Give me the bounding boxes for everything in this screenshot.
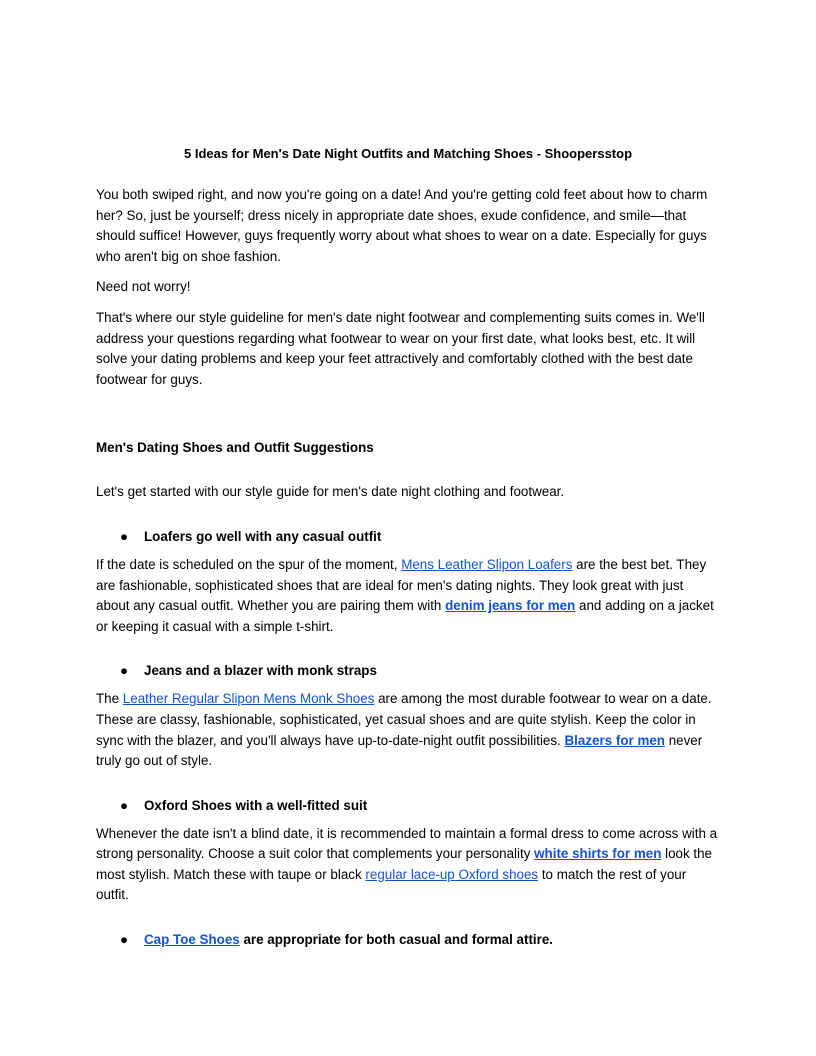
document-body xyxy=(96,145,720,958)
oxford-shoes-link[interactable]: regular lace-up Oxford shoes xyxy=(365,866,539,882)
cap-toe-shoes-link[interactable]: Cap Toe Shoes xyxy=(144,932,240,948)
monk-straps-paragraph xyxy=(96,689,720,771)
oxford-paragraph xyxy=(96,824,720,906)
text-run: and adding on a jacket or keeping it casual with a simple t-shirt. xyxy=(96,598,714,634)
text-run: The xyxy=(96,691,123,707)
cap-toe-heading xyxy=(144,930,553,950)
text-run: Whenever the date isn't a blind date, it is recommended to maintain a formal dress to come across with a strong personality. Choose a suit color that complements your personality xyxy=(96,825,718,862)
bullet-icon: ● xyxy=(120,663,129,679)
text-run: never truly go out of style. xyxy=(96,732,703,769)
monk-straps-heading: Jeans and a blazer with monk straps xyxy=(144,663,377,679)
intro-paragraph-3: That's where our style guideline for men's date night footwear and complementing suits comes in. We'll address your questions regarding what footwear to wear on your first date, what looks best, etc. It will solve your dating problems and keep your feet attractively and comfortably clothed with the best date footwear for guys. xyxy=(96,309,705,387)
loafers-heading: Loafers go well with any casual outfit xyxy=(144,528,382,544)
text-run: are appropriate for both casual and formal attire. xyxy=(239,932,554,948)
blazers-for-men-link[interactable]: Blazers for men xyxy=(564,732,665,748)
list-item-heading xyxy=(96,661,720,681)
bullet-icon: ● xyxy=(120,797,129,813)
monk-shoes-link[interactable]: Leather Regular Slipon Mens Monk Shoes xyxy=(122,691,375,707)
text-run: look the most stylish. Match these with taupe or black xyxy=(96,846,712,882)
section-heading: Men's Dating Shoes and Outfit Suggestions xyxy=(96,440,374,456)
text-run: If the date is scheduled on the spur of the moment, xyxy=(96,556,402,572)
bullet-icon: ● xyxy=(120,932,129,948)
text-run: are among the most durable footwear to wear on a date. These are classy, fashionable, sophisticated, yet casual shoes and are quite stylish. Keep the color in sync with the blazer, and you'll always have up-to-date-night outfit possibilities. xyxy=(96,691,712,748)
list-item-heading xyxy=(96,527,720,547)
intro-paragraph-2: Need not worry! xyxy=(96,279,191,295)
bullet-icon: ● xyxy=(120,528,129,544)
intro-paragraph-1: You both swiped right, and now you're going on a date! And you're getting cold feet about how to charm her? So, just be yourself; dress nicely in appropriate date shoes, exude confidence, and smile—that should suffice! However, guys frequently worry about what shoes to wear on a date. Especially for guys who aren't big on shoe fashion. xyxy=(96,187,708,264)
text-run: to match the rest of your outfit. xyxy=(96,866,687,903)
text-run: are the best bet. They are fashionable, sophisticated shoes that are ideal for men's dating nights. They look great with just about any casual outfit. Whether you are pairing them with xyxy=(96,556,707,614)
denim-jeans-for-men-link[interactable]: denim jeans for men xyxy=(445,598,576,614)
oxford-heading: Oxford Shoes with a well-fitted suit xyxy=(144,797,368,813)
document-title: 5 Ideas for Men's Date Night Outfits and Matching Shoes - Shoopersstop xyxy=(183,146,633,161)
list-item-heading xyxy=(96,796,720,816)
section-lead: Let's get started with our style guide for men's date night clothing and footwear. xyxy=(96,484,565,500)
loafers-paragraph xyxy=(96,555,720,637)
mens-leather-slipon-loafers-link[interactable]: Mens Leather Slipon Loafers xyxy=(401,556,573,572)
white-shirts-for-men-link[interactable]: white shirts for men xyxy=(534,846,662,862)
list-item-heading xyxy=(96,930,720,950)
